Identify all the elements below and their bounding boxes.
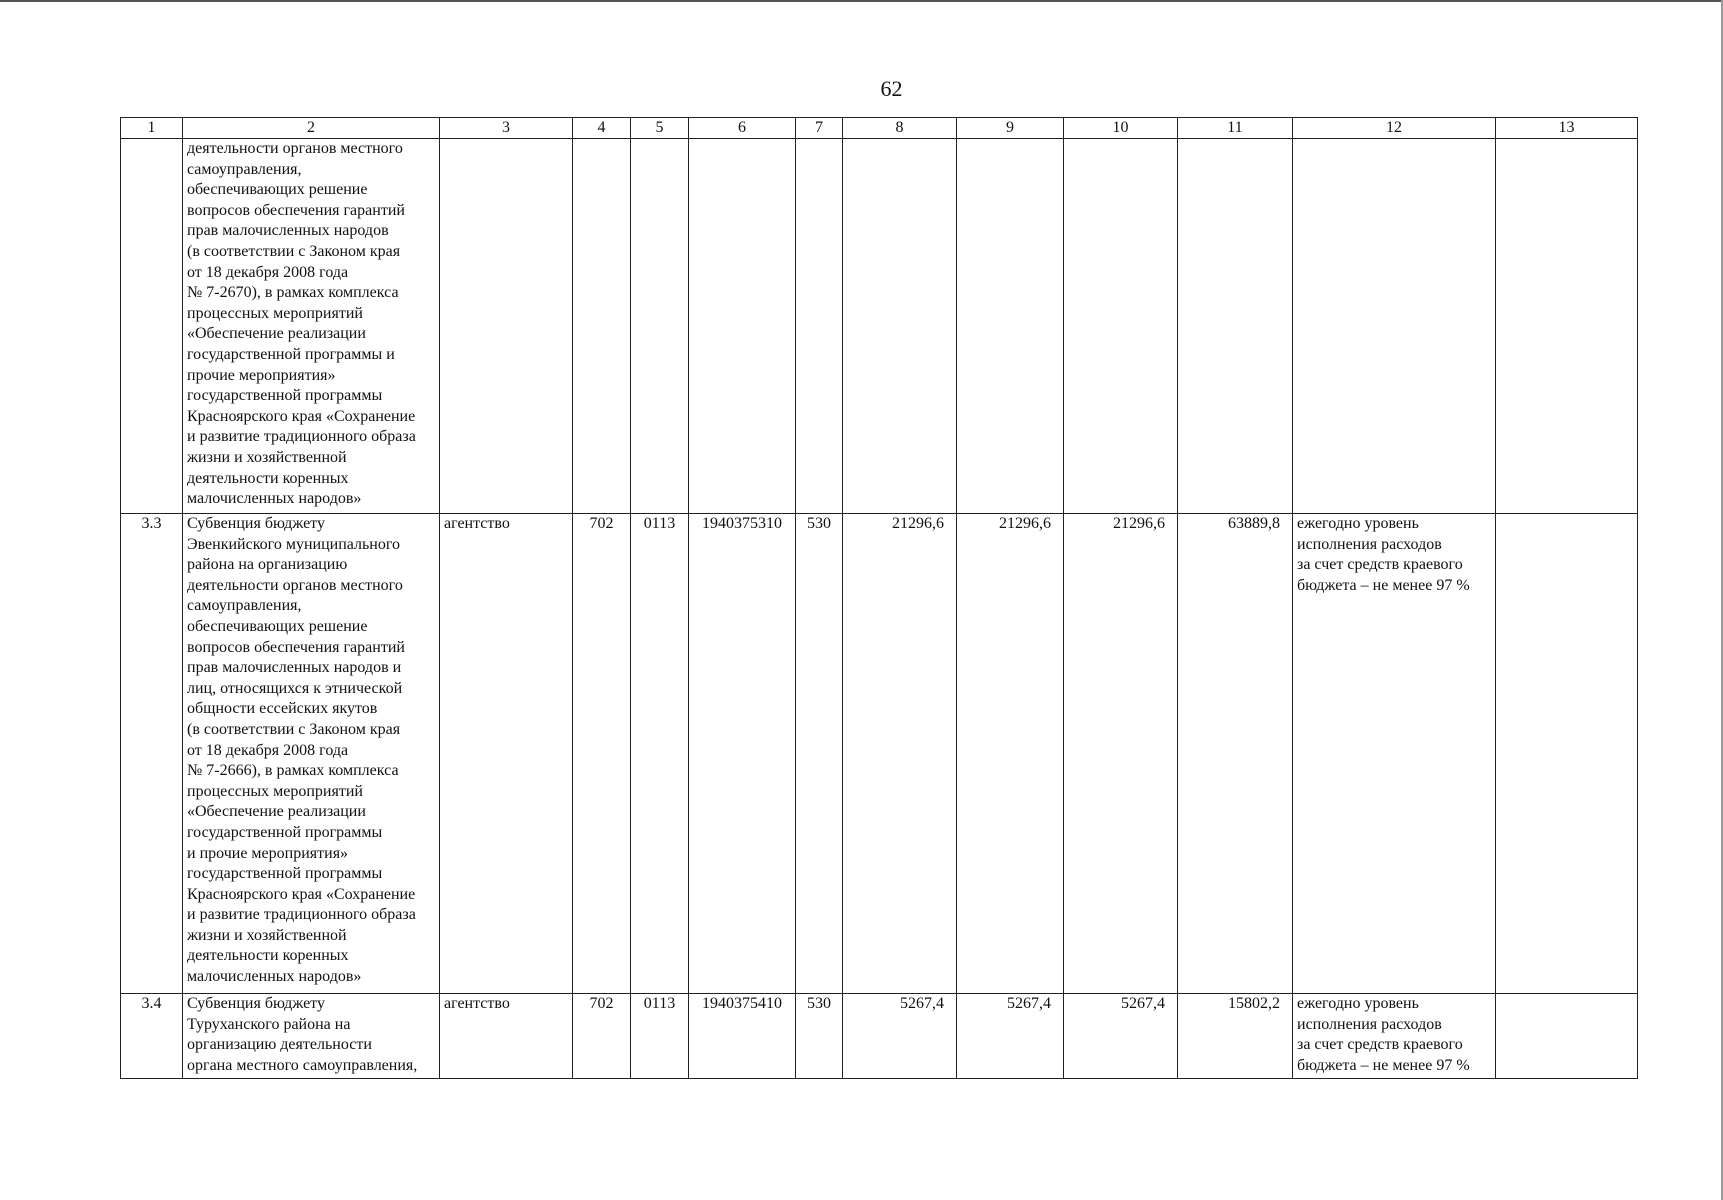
row-code-section: 0113 (631, 994, 689, 1079)
column-header: 9 (957, 118, 1064, 139)
page-number: 62 (880, 76, 903, 101)
table-row (121, 139, 1638, 514)
row-executor: агентство (440, 994, 573, 1079)
row-col13 (1496, 994, 1638, 1079)
row-code-type: 530 (796, 514, 843, 994)
column-header: 5 (631, 118, 689, 139)
row-amount-year2: 21296,6 (957, 514, 1064, 994)
budget-table (120, 117, 1638, 1079)
row-amount-year3: 5267,4 (1064, 994, 1178, 1079)
row-result (1293, 139, 1496, 514)
row-description: Субвенция бюджету Туруханского района на организацию деятельности органа местного самоуправления, (183, 994, 440, 1079)
row-code-type (796, 139, 843, 514)
column-header: 11 (1178, 118, 1293, 139)
row-code-target: 1940375310 (689, 514, 796, 994)
row-code-grbs: 702 (573, 994, 631, 1079)
column-header: 12 (1293, 118, 1496, 139)
column-header: 2 (183, 118, 440, 139)
row-col13 (1496, 139, 1638, 514)
column-header: 6 (689, 118, 796, 139)
table-row (121, 994, 1638, 1079)
row-result: ежегодно уровень исполнения расходов за счет средств краевого бюджета – не менее 97 % (1293, 514, 1496, 994)
scan-border-top (0, 0, 1723, 2)
row-amount-year3: 21296,6 (1064, 514, 1178, 994)
row-amount-year2: 5267,4 (957, 994, 1064, 1079)
column-header: 8 (843, 118, 957, 139)
column-header: 3 (440, 118, 573, 139)
row-code-target (689, 139, 796, 514)
row-code-target: 1940375410 (689, 994, 796, 1079)
row-executor (440, 139, 573, 514)
row-amount-total: 15802,2 (1178, 994, 1293, 1079)
row-code-section: 0113 (631, 514, 689, 994)
column-header: 10 (1064, 118, 1178, 139)
row-code-section (631, 139, 689, 514)
column-header: 4 (573, 118, 631, 139)
row-result: ежегодно уровень исполнения расходов за счет средств краевого бюджета – не менее 97 % (1293, 994, 1496, 1079)
row-number: 3.3 (121, 514, 183, 994)
row-amount-year1: 21296,6 (843, 514, 957, 994)
column-header: 1 (121, 118, 183, 139)
header-row (121, 118, 1638, 139)
column-header: 7 (796, 118, 843, 139)
row-amount-year3 (1064, 139, 1178, 514)
row-number: 3.4 (121, 994, 183, 1079)
table-row (121, 514, 1638, 994)
row-amount-total: 63889,8 (1178, 514, 1293, 994)
row-code-type: 530 (796, 994, 843, 1079)
row-code-grbs (573, 139, 631, 514)
row-description: деятельности органов местного самоуправления, обеспечивающих решение вопросов обеспечения гарантий прав малочисленных народов (в соответствии с Законом края от 18 декабря 2008 года № 7-2670), в рамках комплекса процессных мероприятий «Обеспечение реализации государственной программы и прочие мероприятия» государственной программы Красноярского края «Сохранение и развитие традиционного образа жизни и хозяйственной деятельности коренных малочисленных народов» (183, 139, 440, 514)
row-executor: агентство (440, 514, 573, 994)
row-col13 (1496, 514, 1638, 994)
row-number (121, 139, 183, 514)
row-description: Субвенция бюджету Эвенкийского муниципального района на организацию деятельности органов местного самоуправления, обеспечивающих решение вопросов обеспечения гарантий прав малочисленных народов и лиц, относящихся к этнической общности ессейских якутов (в соответствии с Законом края от 18 декабря 2008 года № 7-2666), в рамках комплекса процессных мероприятий «Обеспечение реализации государственной программы и прочие мероприятия» государственной программы Красноярского края «Сохранение и развитие традиционного образа жизни и хозяйственной деятельности коренных малочисленных народов» (183, 514, 440, 994)
row-amount-year1 (843, 139, 957, 514)
row-code-grbs: 702 (573, 514, 631, 994)
row-amount-year1: 5267,4 (843, 994, 957, 1079)
row-amount-total (1178, 139, 1293, 514)
row-amount-year2 (957, 139, 1064, 514)
column-header: 13 (1496, 118, 1638, 139)
